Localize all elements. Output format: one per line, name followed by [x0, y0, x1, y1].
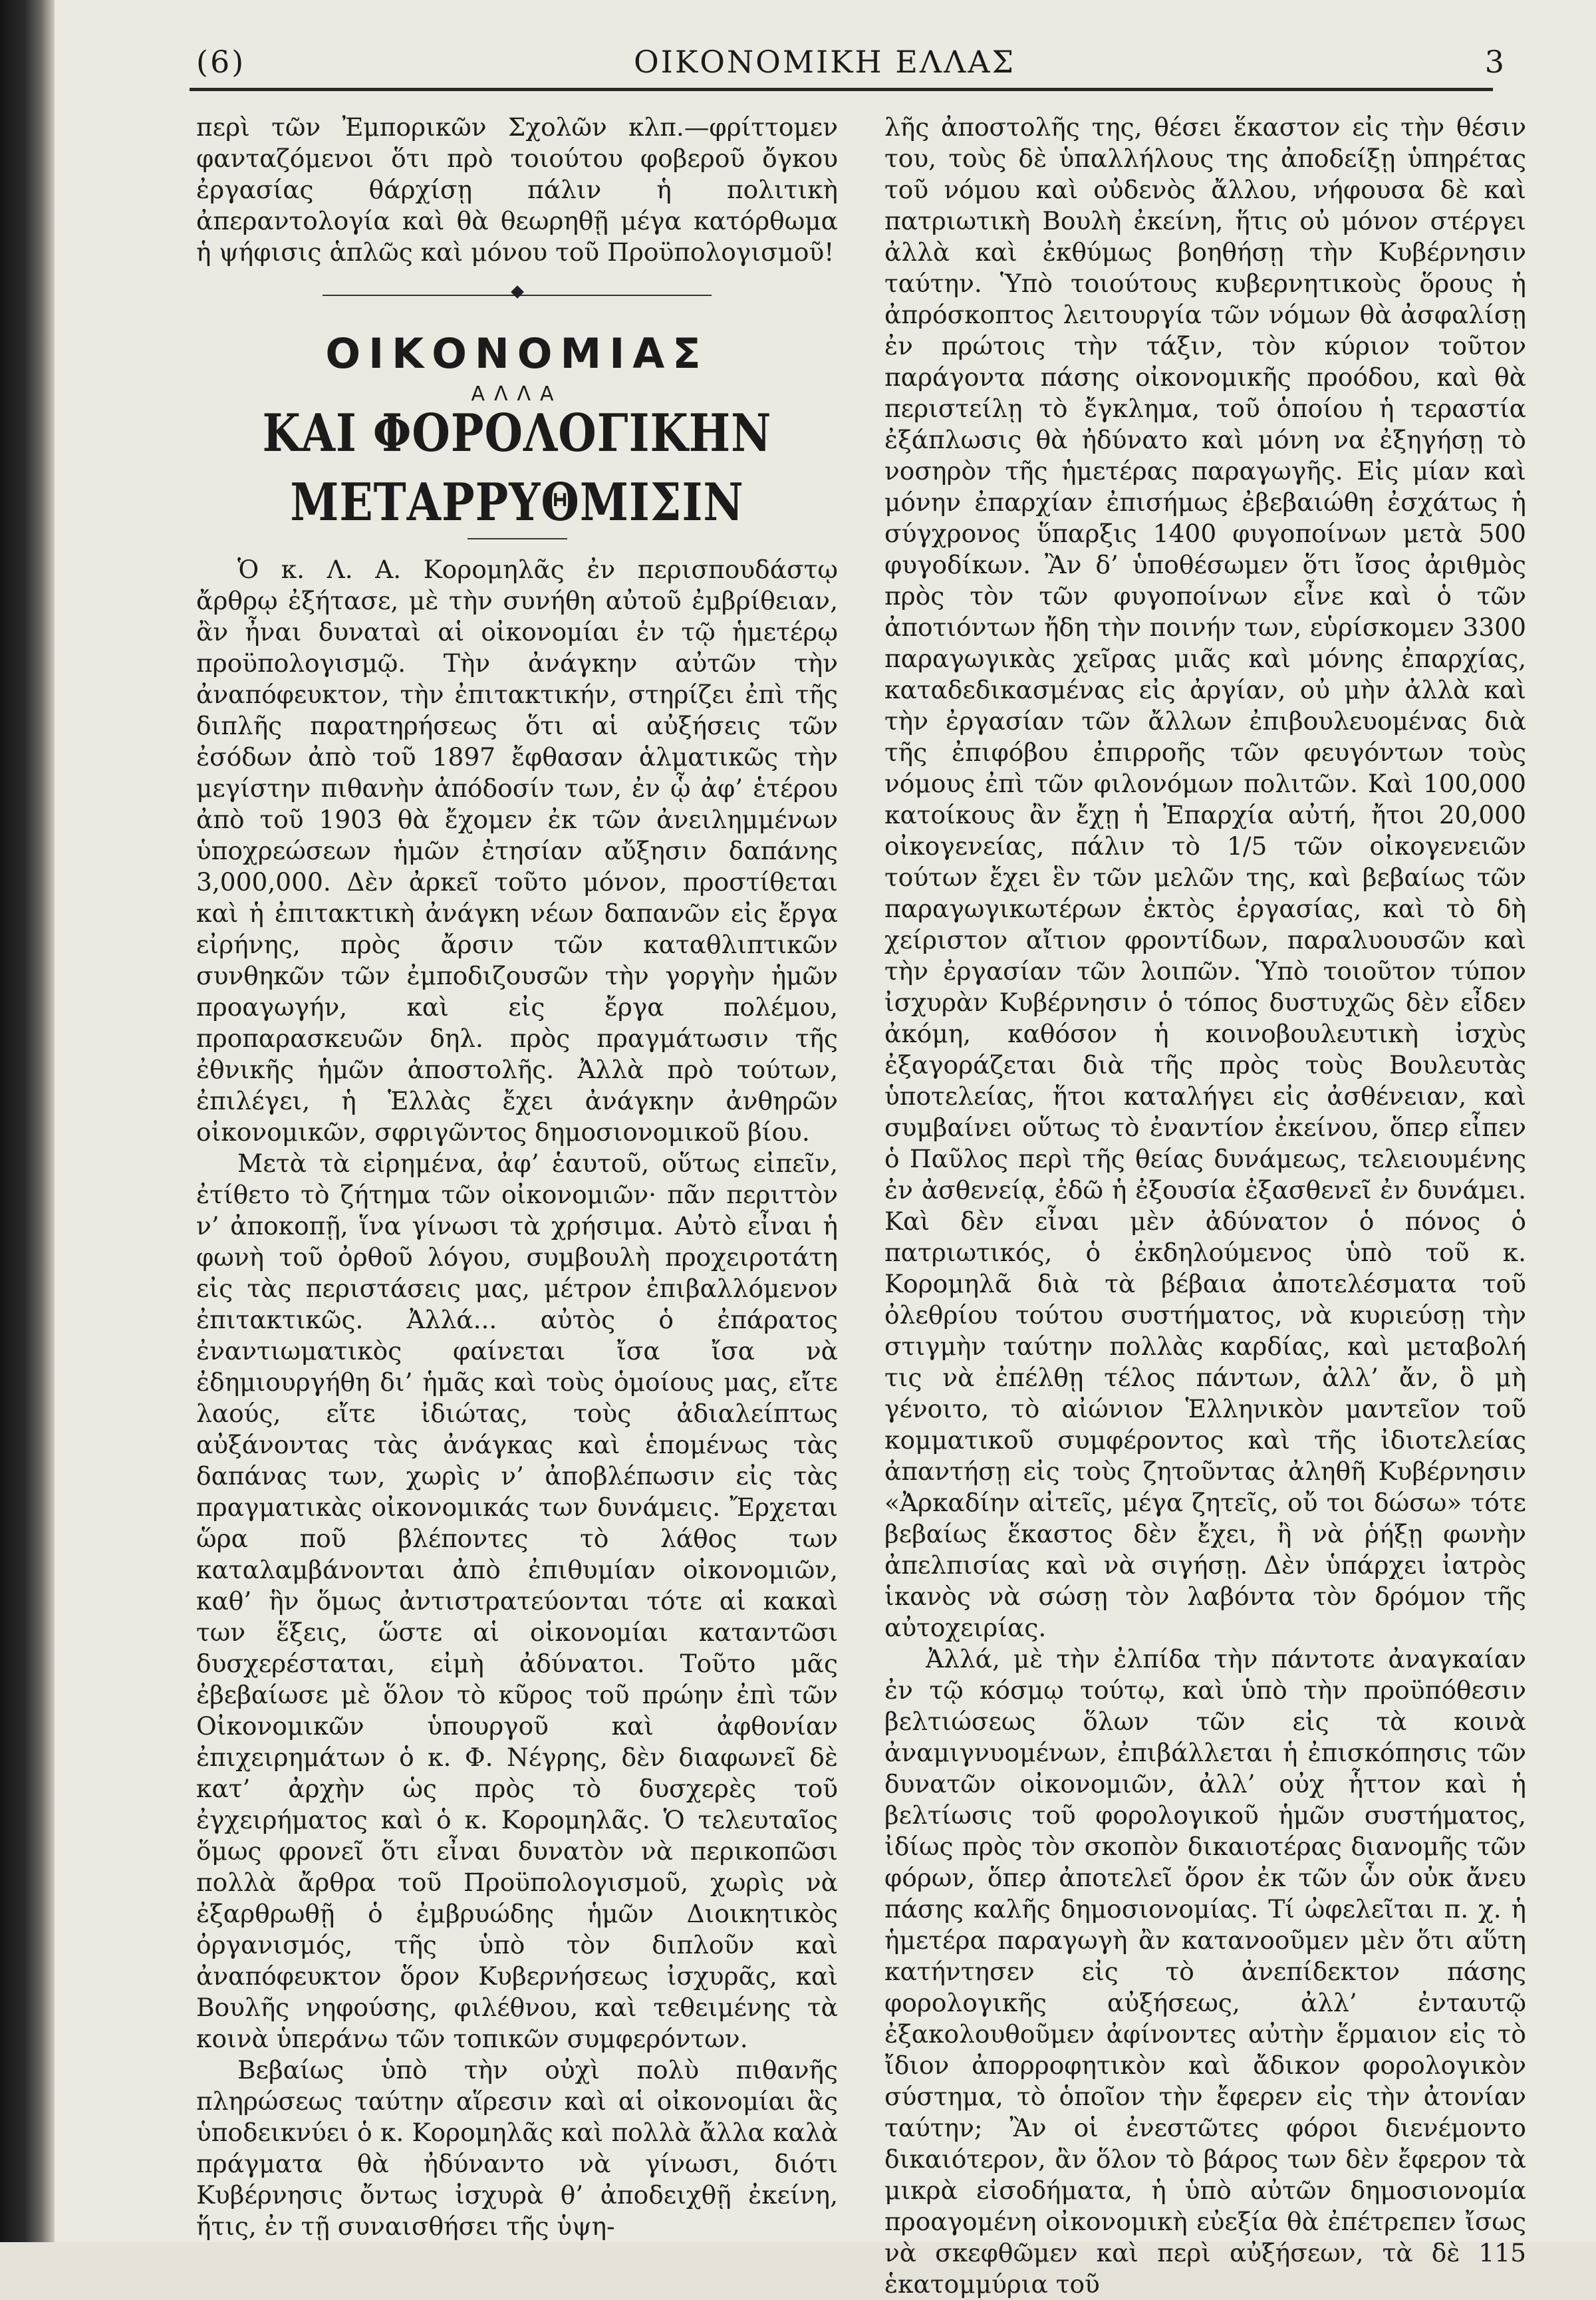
article-paragraph: Ἀλλά, μὲ τὴν ἐλπίδα τὴν πάντοτε ἀναγκαίαν ἐν τῷ κόσμῳ τούτῳ, καὶ ὑπὸ τὴν προϋπόθεσιν βελτιώσεως ὅλων τῶν εἰς τὰ κοινὰ ἀναμιγνυομένων, ἐπιβάλλεται ἡ ἐπισκόπησις τῶν δυνατῶν οἰκονομιῶν, ἀλλ’ οὐχ ἧττον καὶ ἡ βελτίωσις τοῦ φορολογικοῦ ἡμῶν συστήματος, ἰδίως πρὸς τὸν σκοπὸν δικαιοτέρας διανομῆς τῶν φόρων, ὅπερ ἀποτελεῖ ὅρον ἐκ τῶν ὧν οὐκ ἄνευ πάσης καλῆς δημοσιονομίας. Τί ὠφελεῖται π. χ. ἡ ἡμετέρα παραγωγὴ ἂν κατανοοῦμεν μὲν ὅτι αὕτη κατήντησεν εἰς τὸ ἀνεπίδεκτον πάσης φορολογικῆς αὐξήσεως, ἀλλ’ ἐνταυτῷ ἐξακολουθοῦμεν ἀφίνοντες αὐτὴν ἕρμαιον εἰς τὸ ἴδιον ἀπορροφητικὸν καὶ ἄδικον φορολογικὸν σύστημα, τὸ ὁποῖον τὴν ἔφερεν εἰς τὴν ἀτονίαν ταύτην; Ἂν οἱ ἐνεστῶτες φόροι διενέμοντο δικαιότερον, ἂν ὅλον τὸ βάρος των δὲν ἔφερον τὰ μικρὰ εἰσοδήματα, ἡ ὑπὸ αὐτῶν δημοσιονομία προαγομένη οἰκονομικὴ εὐεξία θὰ ἐπέτρεπεν ἴσως νὰ σκεφθῶμεν καὶ περὶ αὐξήσεων, τὰ δὲ 115 ἑκατομμύρια τοῦ	[884, 1644, 1526, 2299]
article-paragraph: Βεβαίως ὑπὸ τὴν οὐχὶ πολὺ πιθανῆς πληρώσεως ταύτην αἵρεσιν καὶ αἱ οἰκονομίαι ἃς ὑποδεικνύει ὁ κ. Κορομηλᾶς καὶ πολλὰ ἄλλα καλὰ πράγματα θὰ ἠδύναντο νὰ γίνωσι, διότι Κυβέρνησις ὄντως ἰσχυρὰ θ’ ἀποδειχθῇ ἐκείνη, ἥτις, ἐν τῇ συναισθήσει τῆς ὑψη-	[196, 2055, 838, 2241]
journal-title: ΟΙΚΟΝΟΜΙΚΗ ΕΛΛΑΣ	[633, 44, 1016, 80]
intro-paragraph: περὶ τῶν Ἐμπορικῶν Σχολῶν κλπ.—φρίττομεν φανταζόμενοι ὅτι πρὸ τοιούτου φοβεροῦ ὄγκου ἐργασίας θάρχίσῃ πάλιν ἡ πολιτικὴ ἀπεραντολογία καὶ θὰ θεωρηθῇ μέγα κατόρθωμα ἡ ψήφισις ἁπλῶς καὶ μόνου τοῦ Προϋπολογισμοῦ!	[196, 112, 838, 267]
article-title-main: ΟΙΚΟΝΟΜΙΑΣ	[325, 329, 709, 378]
section-divider	[196, 268, 838, 328]
article-title-subtitle: ΚΑΙ ΦΟΡΟΛΟΓΙΚΗΝ ΜΕΤΑΡΡΥΘΜΙΣΙΝ	[262, 402, 772, 533]
article-paragraph: Μετὰ τὰ εἰρημένα, ἀφ’ ἑαυτοῦ, οὕτως εἰπεῖν, ἐτίθετο τὸ ζήτημα τῶν οἰκονομιῶν· πᾶν περιττὸν ν’ ἀποκοπῇ, ἵνα γίνωσι τὰ χρήσιμα. Αὐτὸ εἶναι ἡ φωνὴ τοῦ ὀρθοῦ λόγου, συμβουλὴ προχειροτάτη εἰς τὰς περιστάσεις μας, μέτρον ἐπιβαλλόμενον ἐπιτακτικῶς. Ἀλλά... αὐτὸς ὁ ἐπάρατος ἐναντιωματικὸς φαίνεται ἴσα ἴσα νὰ ἐδημιουργήθη δι’ ἡμᾶς καὶ τοὺς ὁμοίους μας, εἴτε λαούς, εἴτε ἰδιώτας, τοὺς ἀδιαλείπτως αὐξάνοντας τὰς ἀνάγκας καὶ ἑπομένως τὰς δαπάνας των, χωρὶς ν’ ἀποβλέπωσιν εἰς τὰς πραγματικὰς οἰκονομικάς των δυνάμεις. Ἔρχεται ὥρα ποῦ βλέποντες τὸ λάθος των καταλαμβάνονται ἀπὸ ἐπιθυμίαν οἰκονομιῶν, καθ’ ἣν ὅμως ἀντιστρατεύονται τότε αἱ κακαὶ των ἕξεις, ὥστε αἱ οἰκονομίαι καταντῶσι δυσχερέσταται, εἰμὴ ἀδύνατοι. Τοῦτο μᾶς ἐβεβαίωσε μὲ ὅλον τὸ κῦρος τοῦ πρώην ἐπὶ τῶν Οἰκονομικῶν ὑπουργοῦ καὶ ἀφθονίαν ἐπιχειρημάτων ὁ κ. Φ. Νέγρης, δὲν διαφωνεῖ δὲ κατ’ ἀρχὴν ὡς πρὸς τὸ δυσχερὲς τοῦ ἐγχειρήματος καὶ ὁ κ. Κορομηλᾶς. Ὁ τελευταῖος ὅμως φρονεῖ ὅτι εἶναι δυνατὸν νὰ περικοπῶσι πολλὰ ἄρθρα τοῦ Προϋπολογισμοῦ, χωρὶς νὰ ἐξαρθρωθῇ ὁ ἐμβρυώδης ἡμῶν Διοικητικὸς ὀργανισμός, τῆς ὑπὸ τὸν διπλοῦν καὶ ἀναπόφευκτον ὅρον Κυβερνήσεως ἰσχυρᾶς, καὶ Βουλῆς νηφούσης, φιλέθνου, καὶ τεθειμένης τὰ κοινὰ ὑπεράνω τῶν τοπικῶν συμφερόντων.	[196, 1149, 838, 2053]
header-rule	[190, 88, 1493, 91]
right-column	[884, 112, 1526, 2300]
article-paragraph: λῆς ἀποστολῆς της, θέσει ἕκαστον εἰς τὴν θέσιν του, τοὺς δὲ ὑπαλλήλους της ἀποδείξῃ ὑπηρέτας τοῦ νόμου καὶ οὐδενὸς ἄλλου, νήφουσα δὲ καὶ πατριωτικὴ Βουλὴ ἐκείνη, ἥτις οὐ μόνον στέργει ἀλλὰ καὶ ἐκθύμως βοηθήσῃ τὴν Κυβέρνησιν ταύτην. Ὑπὸ τοιούτους κυβερνητικοὺς ὅρους ἡ ἀπρόσκοπτος λειτουργία τῶν νόμων θὰ ἀσφαλίσῃ ἐν πρώτοις τὴν τάξιν, τὸν κύριον τοῦτον παράγοντα πάσης οἰκονομικῆς προόδου, καὶ θὰ περιστείλῃ τὸ ἔγκλημα, τοῦ ὁποίου ἡ τεραστία ἐξάπλωσις θὰ ἠδύνατο καὶ μόνη να ἐξηγήσῃ τὸ νοσηρὸν τῆς ἡμετέρας παραγωγῆς. Εἰς μίαν καὶ μόνην ἐπαρχίαν ἐπισήμως ἐβεβαιώθη ἐσχάτως ἡ σύγχρονος ὕπαρξις 1400 φυγοποίνων μετὰ 500 φυγοδίκων. Ἂν δ’ ὑποθέσωμεν ὅτι ἴσος ἀριθμὸς πρὸς τὸν τῶν φυγοποίνων εἶνε καὶ ὁ τῶν ἀποτιόντων ἤδη τὴν ποινήν των, εὑρίσκομεν 3300 παραγωγικὰς χεῖρας μιᾶς καὶ μόνης ἐπαρχίας, καταδεδικασμένας εἰς ἀργίαν, οὐ μὴν ἀλλὰ καὶ τὴν ἐργασίαν τῶν ἄλλων ἐπιβουλευομένας διὰ τῆς ἐπιφόβου ἐπιρροῆς τῶν φευγόντων τοὺς νόμους ἐπὶ τῶν φιλονόμων πολιτῶν. Καὶ 100,000 κατοίκους ἂν ἔχῃ ἡ Ἐπαρχία αὐτή, ἤτοι 20,000 οἰκογενείας, πάλιν τὸ 1/5 τῶν οἰκογενειῶν τούτων ἔχει ἓν τῶν μελῶν της, καὶ βεβαίως τῶν παραγωγικωτέρων ἐκτὸς ἐργασίας, καὶ τὸ δὴ χείριστον αἴτιον φροντίδων, παραλυουσῶν καὶ τὴν ἐργασίαν τῶν λοιπῶν. Ὑπὸ τοιοῦτον τύπον ἰσχυρὰν Κυβέρνησιν ὁ τόπος δυστυχῶς δὲν εἶδεν ἀκόμη, καθόσον ἡ κοινοβουλευτικὴ ἰσχὺς ἐξαγοράζεται διὰ τῆς πρὸς τοὺς Βουλευτὰς ὑποτελείας, ἥτοι καταλήγει εἰς ἀσθένειαν, καὶ συμβαίνει οὕτως τὸ ἐναντίον ἐκείνου, ὅπερ εἶπεν ὁ Παῦλος περὶ τῆς θείας δυνάμεως, τελειουμένης ἐν ἀσθενείᾳ, ἐδῶ ἡ ἐξουσία ἐξασθενεῖ ἐν δυνάμει. Καὶ δὲν εἶναι μὲν ἀδύνατον ὁ πόνος ὁ πατριωτικός, ὁ ἐκδηλούμενος ὑπὸ τοῦ κ. Κορομηλᾶ διὰ τὰ βέβαια ἀποτελέσματα τοῦ ὀλεθρίου τούτου συστήματος, νὰ κυριεύσῃ τὴν στιγμὴν ταύτην πολλὰς καρδίας, καὶ μεταβολή τις νὰ ἐπέλθῃ τέλος πάντων, ἀλλ’ ἄν, ὃ μὴ γένοιτο, τὸ αἰώνιον Ἑλληνικὸν μαντεῖον τοῦ κομματικοῦ συμφέροντος καὶ τῆς ἰδιοτελείας ἀπαντήσῃ εἰς τοὺς ζητοῦντας ἀληθῆ Κυβέρνησιν «Ἀρκαδίην αἰτεῖς, μέγα ζητεῖς, οὔ τοι δώσω» τότε βεβαίως ἕκαστος δὲν ἔχει, ἢ νὰ ῥήξῃ φωνὴν ἀπελπισίας καὶ νὰ σιγήσῃ. Δὲν ὑπάρχει ἰατρὸς ἱκανὸς νὰ σώσῃ τὸν λαβόντα τὸν δρόμον τῆς αὐτοχειρίας.	[884, 112, 1526, 1642]
left-column	[196, 112, 838, 2242]
binding-spine	[0, 0, 55, 2242]
page-number: 3	[1484, 44, 1506, 80]
diamond-ornament-icon	[511, 285, 524, 299]
article-paragraph: Ὁ κ. Λ. Α. Κορομηλᾶς ἐν περισπουδάστῳ ἄρθρῳ ἐξήτασε, μὲ τὴν συνήθη αὐτοῦ ἐμβρίθειαν, ἂν ἦναι δυναταὶ αἱ οἰκονομίαι ἐν τῷ ἡμετέρῳ προϋπολογισμῷ. Τὴν ἀνάγκην αὐτῶν τὴν ἀναπόφευκτον, τὴν ἐπιτακτικήν, στηρίζει ἐπὶ τῆς διπλῆς παρατηρήσεως ὅτι αἱ αὐξήσεις τῶν ἐσόδων ἀπὸ τοῦ 1897 ἔφθασαν ἁλματικῶς τὴν μεγίστην πιθανὴν ἀπόδοσίν των, ἐν ᾧ ἀφ’ ἑτέρου ἀπὸ τοῦ 1903 θὰ ἔχομεν ἐκ τῶν ἀνειλημμένων ὑποχρεώσεων ἡμῶν ἐτησίαν αὔξησιν δαπάνης 3,000,000. Δὲν ἀρκεῖ τοῦτο μόνον, προστίθεται καὶ ἡ ἐπιτακτικὴ ἀνάγκη νέων δαπανῶν εἰς ἔργα εἰρήνης, πρὸς ἄρσιν τῶν καταθλιπτικῶν συνθηκῶν τῶν ἐμποδιζουσῶν τὴν γοργὴν ἡμῶν προαγωγήν, καὶ εἰς ἔργα πολέμου, προπαρασκευῶν δηλ. πρὸς πραγμάτωσιν τῆς ἐθνικῆς ἡμῶν ἀποστολῆς. Ἀλλὰ πρὸ τούτων, ἐπιλέγει, ἡ Ἑλλὰς ἔχει ἀνάγκην ἀνθηρῶν οἰκονομικῶν, σφριγῶντος δημοσιονομικοῦ βίου.	[196, 555, 838, 1147]
running-header	[143, 41, 1506, 88]
page-number-bracketed: (6)	[196, 44, 246, 80]
article-title-connector: ΑΛΛΑ	[471, 382, 563, 406]
title-rule	[467, 538, 567, 539]
